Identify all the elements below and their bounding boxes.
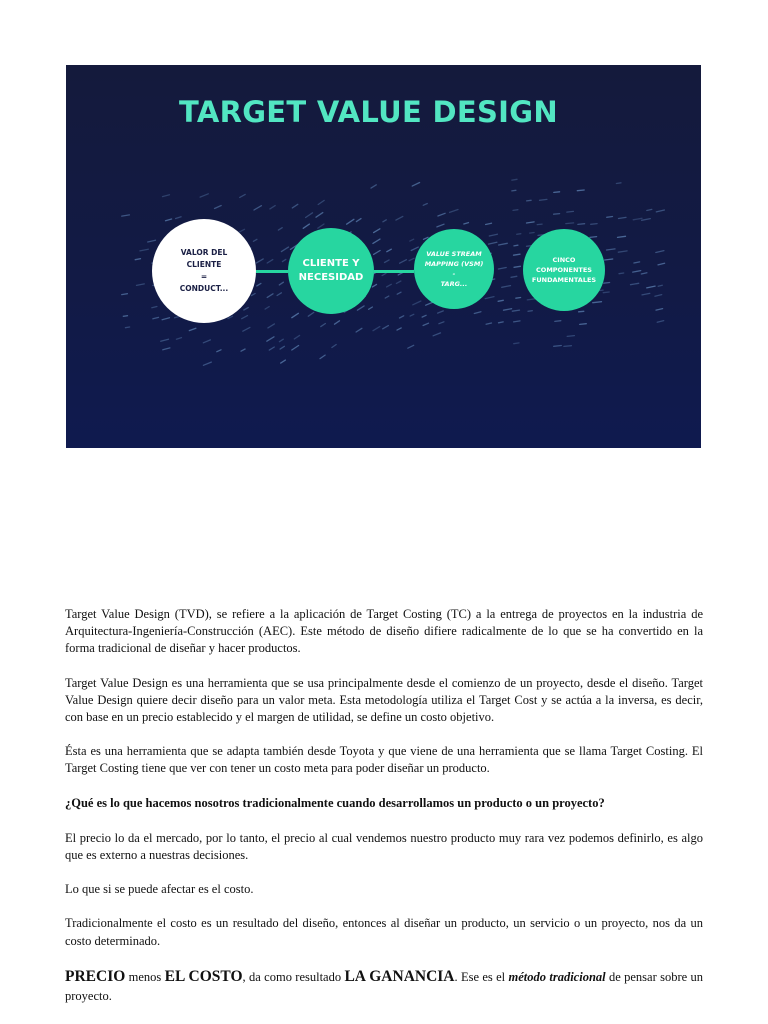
dash-mark bbox=[243, 327, 250, 331]
dash-mark bbox=[332, 345, 336, 348]
dash-mark bbox=[241, 349, 245, 351]
dash-mark bbox=[642, 293, 650, 295]
dash-mark bbox=[292, 313, 299, 317]
circle-label: CINCO COMPONENTES FUNDAMENTALES bbox=[531, 256, 597, 284]
dash-mark bbox=[267, 294, 273, 298]
text-fragment: . Ese es el bbox=[454, 969, 509, 984]
dash-mark bbox=[292, 204, 298, 208]
dash-mark bbox=[253, 239, 257, 241]
dash-mark bbox=[203, 340, 210, 343]
dash-mark bbox=[383, 220, 386, 222]
dash-mark bbox=[374, 251, 381, 255]
hero-banner-image bbox=[66, 65, 701, 448]
dash-mark bbox=[647, 286, 655, 288]
dash-mark bbox=[175, 317, 179, 318]
dash-mark bbox=[513, 210, 518, 211]
dash-mark bbox=[634, 262, 640, 263]
dash-mark bbox=[410, 239, 414, 241]
dash-mark bbox=[423, 204, 427, 206]
dash-mark bbox=[306, 213, 313, 218]
dash-mark bbox=[163, 348, 170, 350]
dash-mark bbox=[517, 234, 521, 235]
dash-mark bbox=[512, 190, 516, 191]
dash-mark bbox=[514, 266, 520, 267]
dash-mark bbox=[498, 300, 503, 301]
article-body bbox=[65, 606, 703, 1023]
dash-mark bbox=[123, 316, 127, 317]
dash-mark bbox=[189, 328, 196, 330]
dash-mark bbox=[580, 324, 587, 325]
dash-mark bbox=[267, 337, 274, 341]
conclusion-paragraph bbox=[65, 967, 703, 1006]
dash-mark bbox=[422, 315, 426, 317]
dash-mark bbox=[590, 237, 597, 238]
dash-mark bbox=[400, 260, 407, 264]
dash-mark bbox=[566, 223, 574, 224]
dash-mark bbox=[647, 209, 652, 210]
circle-label: VALOR DEL CLIENTE = CONDUCT... bbox=[179, 248, 229, 293]
dash-mark bbox=[512, 179, 517, 180]
dash-mark bbox=[616, 183, 621, 184]
dash-mark bbox=[413, 301, 421, 305]
paragraph: Ésta es una herramienta que se adapta también desde Toyota y que viene de una herramienta que se llama Target Costing. El Target Costing tiene que ver con tener un costo meta para poder diseñar un producto. bbox=[65, 744, 703, 776]
dash-mark bbox=[633, 218, 642, 220]
dash-mark bbox=[408, 345, 414, 348]
dash-mark bbox=[162, 318, 169, 320]
dash-mark bbox=[281, 247, 288, 252]
dash-mark bbox=[633, 271, 641, 273]
dash-mark bbox=[270, 206, 275, 209]
dash-mark bbox=[279, 282, 283, 285]
dash-mark bbox=[527, 200, 532, 201]
dash-mark bbox=[554, 346, 562, 347]
dash-mark bbox=[514, 254, 521, 255]
dash-mark bbox=[320, 355, 325, 359]
dash-mark bbox=[540, 199, 547, 200]
dash-mark bbox=[254, 206, 261, 210]
dash-mark bbox=[161, 339, 169, 341]
banner-title: TARGET VALUE DESIGN bbox=[179, 95, 558, 129]
dash-mark bbox=[604, 283, 610, 284]
dash-mark bbox=[163, 195, 170, 197]
dash-mark bbox=[282, 259, 285, 261]
paragraph: El precio lo da el mercado, por lo tanto, el precio al cual vendemos nuestro producto muy rara vez podemos definirlo, es algo que es externo a nuestras decisiones. bbox=[65, 830, 703, 863]
dash-mark bbox=[347, 219, 354, 224]
dash-mark bbox=[485, 297, 494, 299]
dash-mark bbox=[303, 224, 309, 228]
dash-mark bbox=[382, 273, 386, 275]
dash-mark bbox=[387, 249, 392, 252]
dash-mark bbox=[335, 321, 340, 324]
dash-mark bbox=[277, 293, 281, 296]
dash-mark bbox=[397, 328, 401, 330]
paragraph: Tradicionalmente el costo es un resultado del diseño, entonces al diseñar un producto, un servicio o un proyecto, nos da un costo determinado. bbox=[65, 916, 703, 948]
dash-mark bbox=[527, 222, 535, 223]
question-heading: ¿Qué es lo que hacemos nosotros tradicionalmente cuando desarrollamos un producto o un proyecto? bbox=[65, 795, 605, 810]
text-fragment: menos bbox=[125, 969, 165, 984]
dash-mark bbox=[555, 321, 561, 322]
dash-mark bbox=[396, 216, 403, 220]
circle-valor-del-cliente bbox=[152, 219, 256, 323]
dash-mark bbox=[554, 192, 560, 193]
dash-mark bbox=[412, 183, 419, 187]
dash-mark bbox=[504, 309, 512, 311]
dash-mark bbox=[200, 194, 208, 197]
circle-cliente-y-necesidad bbox=[288, 228, 374, 314]
dash-mark bbox=[217, 350, 221, 352]
dash-mark bbox=[176, 338, 181, 340]
dash-mark bbox=[528, 311, 532, 312]
dash-mark bbox=[512, 310, 519, 311]
dash-mark bbox=[411, 247, 418, 250]
dash-mark bbox=[318, 224, 324, 228]
dash-mark bbox=[511, 276, 517, 277]
dash-mark bbox=[409, 258, 414, 260]
dash-mark bbox=[530, 233, 535, 234]
connector-line bbox=[374, 270, 414, 273]
dash-mark bbox=[256, 259, 263, 263]
dash-mark bbox=[499, 243, 508, 245]
dash-mark bbox=[371, 185, 376, 188]
dash-mark bbox=[385, 296, 389, 298]
term-metodo-tradicional: método tradicional bbox=[508, 969, 606, 984]
dash-mark bbox=[252, 294, 256, 296]
dash-mark bbox=[567, 211, 574, 212]
dash-mark bbox=[450, 210, 458, 213]
dash-mark bbox=[618, 236, 626, 237]
dash-mark bbox=[176, 217, 182, 219]
dash-mark bbox=[373, 327, 380, 331]
dash-mark bbox=[387, 284, 392, 287]
dash-mark bbox=[603, 292, 609, 293]
dash-mark bbox=[279, 339, 283, 342]
circle-value-stream-mapping bbox=[414, 229, 494, 309]
dash-mark bbox=[489, 242, 497, 244]
dash-mark bbox=[591, 224, 597, 225]
dash-mark bbox=[244, 308, 249, 311]
dash-mark bbox=[499, 322, 504, 323]
dash-mark bbox=[642, 219, 651, 221]
connector-line bbox=[256, 270, 288, 273]
dash-mark bbox=[267, 260, 273, 263]
dash-mark bbox=[514, 343, 519, 344]
term-el-costo: EL COSTO bbox=[164, 967, 243, 985]
dash-mark bbox=[516, 298, 521, 299]
dash-mark bbox=[357, 306, 364, 310]
dash-mark bbox=[257, 283, 261, 286]
dash-mark bbox=[657, 321, 664, 323]
dash-mark bbox=[385, 260, 390, 263]
dash-mark bbox=[135, 259, 140, 260]
dash-mark bbox=[152, 307, 157, 308]
dash-mark bbox=[567, 336, 574, 337]
dash-mark bbox=[308, 312, 314, 316]
dash-mark bbox=[122, 215, 130, 216]
dash-mark bbox=[372, 284, 376, 287]
dash-mark bbox=[280, 346, 284, 349]
dash-mark bbox=[579, 311, 584, 312]
dash-mark bbox=[423, 323, 428, 325]
dash-mark bbox=[215, 206, 222, 209]
dash-mark bbox=[605, 259, 613, 260]
dash-mark bbox=[396, 281, 401, 283]
dash-mark bbox=[498, 268, 506, 270]
dash-mark bbox=[356, 328, 362, 332]
dash-mark bbox=[486, 223, 492, 224]
dash-mark bbox=[554, 214, 560, 215]
dash-mark bbox=[489, 234, 497, 236]
dash-mark bbox=[464, 223, 469, 224]
dash-mark bbox=[502, 286, 511, 288]
dash-mark bbox=[268, 324, 275, 328]
text-fragment: , da como resultado bbox=[242, 969, 345, 984]
dash-mark bbox=[316, 213, 323, 218]
dash-mark bbox=[607, 217, 613, 218]
dash-mark bbox=[122, 294, 128, 295]
dash-mark bbox=[607, 249, 616, 250]
dash-mark bbox=[292, 346, 299, 351]
term-precio: PRECIO bbox=[65, 967, 126, 985]
dash-mark bbox=[593, 302, 602, 303]
circle-label: VALUE STREAM MAPPING (VSM) - TARG... bbox=[424, 250, 484, 288]
dash-mark bbox=[656, 251, 664, 253]
dash-mark bbox=[514, 321, 520, 322]
dash-mark bbox=[577, 190, 584, 191]
dash-mark bbox=[631, 283, 639, 284]
dash-mark bbox=[655, 295, 662, 297]
dash-mark bbox=[619, 273, 624, 274]
dash-mark bbox=[356, 219, 361, 222]
dash-mark bbox=[641, 273, 647, 274]
dash-mark bbox=[137, 284, 145, 286]
dash-mark bbox=[438, 311, 444, 313]
circle-label: CLIENTE Y NECESIDAD bbox=[298, 258, 364, 283]
dash-mark bbox=[656, 210, 664, 212]
dash-mark bbox=[265, 307, 269, 310]
dash-mark bbox=[269, 347, 274, 350]
paragraph: Lo que si se puede afectar es el costo. bbox=[65, 882, 254, 897]
dash-mark bbox=[410, 314, 414, 316]
dash-mark bbox=[438, 213, 445, 216]
dash-mark bbox=[437, 224, 444, 227]
dash-mark bbox=[374, 229, 380, 233]
dash-mark bbox=[203, 362, 211, 365]
dash-mark bbox=[619, 217, 627, 218]
dash-mark bbox=[281, 360, 286, 363]
dash-mark bbox=[321, 324, 326, 327]
dash-mark bbox=[618, 251, 627, 252]
dash-mark bbox=[474, 312, 481, 314]
dash-mark bbox=[153, 317, 159, 318]
dash-mark bbox=[294, 335, 299, 339]
text-fragment: de pensar sobre un proyecto. bbox=[65, 969, 704, 1003]
dash-mark bbox=[397, 292, 401, 294]
dash-mark bbox=[166, 219, 172, 221]
dash-mark bbox=[125, 327, 129, 328]
dash-mark bbox=[242, 316, 248, 319]
dash-mark bbox=[373, 239, 380, 243]
dash-mark bbox=[578, 224, 585, 225]
dash-mark bbox=[433, 333, 440, 336]
dash-mark bbox=[537, 224, 542, 225]
dash-mark bbox=[564, 346, 572, 347]
dash-mark bbox=[148, 240, 156, 242]
dash-mark bbox=[658, 285, 662, 286]
dash-mark bbox=[400, 316, 404, 318]
dash-mark bbox=[369, 307, 373, 309]
dash-mark bbox=[140, 249, 148, 251]
dash-mark bbox=[656, 309, 663, 311]
dash-mark bbox=[240, 194, 246, 197]
dash-mark bbox=[514, 245, 518, 246]
term-la-ganancia: LA GANANCIA bbox=[344, 967, 455, 985]
dash-mark bbox=[439, 322, 444, 324]
paragraph: Target Value Design es una herramienta que se usa principalmente desde el comienzo de un proyecto, desde el diseño. Target Value Design quiere decir diseño para un valor meta. Esta metodología utiliza el Target Cost y se actúa a la inversa, es decir, con base en un precio establecido y el margen de utilidad, se define un costo objetivo. bbox=[65, 675, 703, 725]
dash-mark bbox=[658, 263, 665, 265]
dash-mark bbox=[278, 228, 282, 230]
dash-mark bbox=[383, 326, 389, 329]
dash-mark bbox=[486, 323, 491, 324]
circle-cinco-componentes bbox=[523, 229, 605, 311]
paragraph: Target Value Design (TVD), se refiere a la aplicación de Target Costing (TC) a la entrega de proyectos en la industria de Arquitectura-Ingeniería-Construcción (AEC). Este método de diseño difiere radicalmente de lo que se ha convertido en la forma tradicional de diseñar y hacer productos. bbox=[65, 607, 703, 656]
dash-mark bbox=[318, 200, 324, 204]
